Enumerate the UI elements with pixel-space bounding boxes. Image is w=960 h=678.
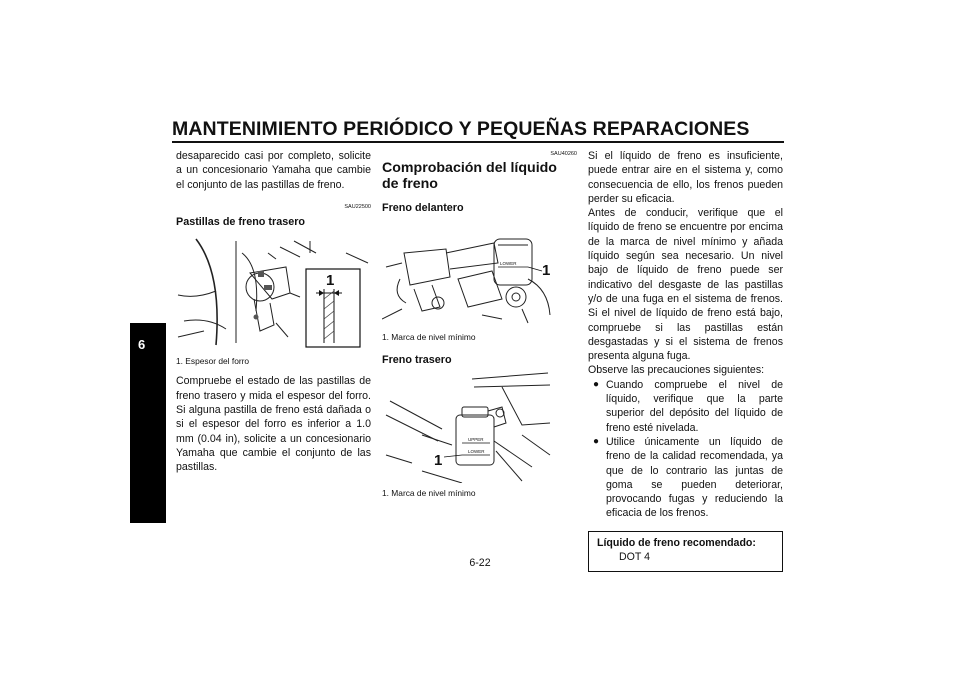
spec-title: Líquido de freno recomendado: (597, 536, 756, 549)
rear-brake-pad-figure (176, 233, 371, 351)
figure-callout-1: 1 (434, 451, 443, 469)
brake-fluid-heading: Comprobación del líquido de freno (382, 160, 557, 192)
precautions-list (588, 378, 783, 521)
recommended-fluid-box (588, 531, 783, 573)
chapter-tab: 6 (130, 323, 166, 523)
paragraph-precautions: Observe las precauciones siguientes: (588, 364, 765, 377)
intro-paragraph: desaparecido casi por completo, solicite a un concesionario Yamaha que cambie el conjunto de las pastillas de freno. (176, 150, 371, 191)
rear-brake-heading: Freno trasero (382, 353, 452, 366)
paragraph-air: Si el líquido de freno es insuficiente, puede entrar aire en el sistema y, como consecuencia de ello, los frenos pueden perder su eficacia. (588, 150, 783, 205)
lower-mark-label: LOWER (500, 261, 517, 267)
spec-value: DOT 4 (619, 551, 651, 564)
column-right (588, 149, 783, 572)
bullet-icon: ● (593, 378, 600, 390)
list-item: ● Cuando compruebe el nivel de líquido, verifique que la parte superior del depósito del líquido de freno esté nivelada. (593, 378, 783, 434)
list-item: ● Utilice únicamente un líquido de freno de la calidad recomendada, ya que de lo contrario las juntas de goma se pueden deteriorar, provocando fugas y reduciendo la eficacia de los frenos. (593, 435, 783, 520)
column-left (176, 149, 371, 475)
bullet-icon: ● (593, 435, 600, 447)
figure-caption-pad: 1. Espesor del forro (176, 356, 250, 367)
paragraph-check: Antes de conducir, verifique que el líquido de freno se encuentre por encima de la marca de nivel mínimo y añada líquido según sea necesario. Un nivel bajo de líquido de freno puede ser indicativo del desgaste de las pastillas y/o de una fuga en el sistema de frenos. Si el nivel de líquido de freno está bajo, compruebe si las pastillas están desgastadas y si el sistema de frenos presenta alguna fuga. (588, 207, 783, 363)
column-middle (382, 149, 577, 506)
front-brake-reservoir-figure (382, 219, 552, 327)
page-number: 6-22 (469, 557, 491, 569)
figure-caption-front: 1. Marca de nivel mínimo (382, 332, 476, 343)
section-code: SAU40260 (550, 151, 577, 157)
lower-mark-label: LOWER (468, 448, 485, 454)
page-title: MANTENIMIENTO PERIÓDICO Y PEQUEÑAS REPARACIONES (172, 118, 750, 140)
upper-mark-label: UPPER (468, 436, 484, 442)
title-rule (172, 141, 784, 143)
rear-pads-paragraph: Compruebe el estado de las pastillas de freno trasero y mida el espesor del forro. Si alguna pastilla de freno está dañada o si el espesor del forro es inferior a 1.0 mm (0.04 in), solicite a un concesionario Yamaha que cambie el conjunto de las pastillas. (176, 375, 371, 474)
front-brake-heading: Freno delantero (382, 202, 464, 214)
figure-callout-1: 1 (542, 262, 551, 280)
figure-caption-rear: 1. Marca de nivel mínimo (382, 487, 476, 498)
figure-callout-1: 1 (326, 272, 335, 290)
rear-brake-reservoir-figure (382, 371, 552, 483)
rear-pads-heading: Pastillas de freno trasero (176, 215, 306, 228)
section-code: SAU22500 (344, 203, 371, 210)
